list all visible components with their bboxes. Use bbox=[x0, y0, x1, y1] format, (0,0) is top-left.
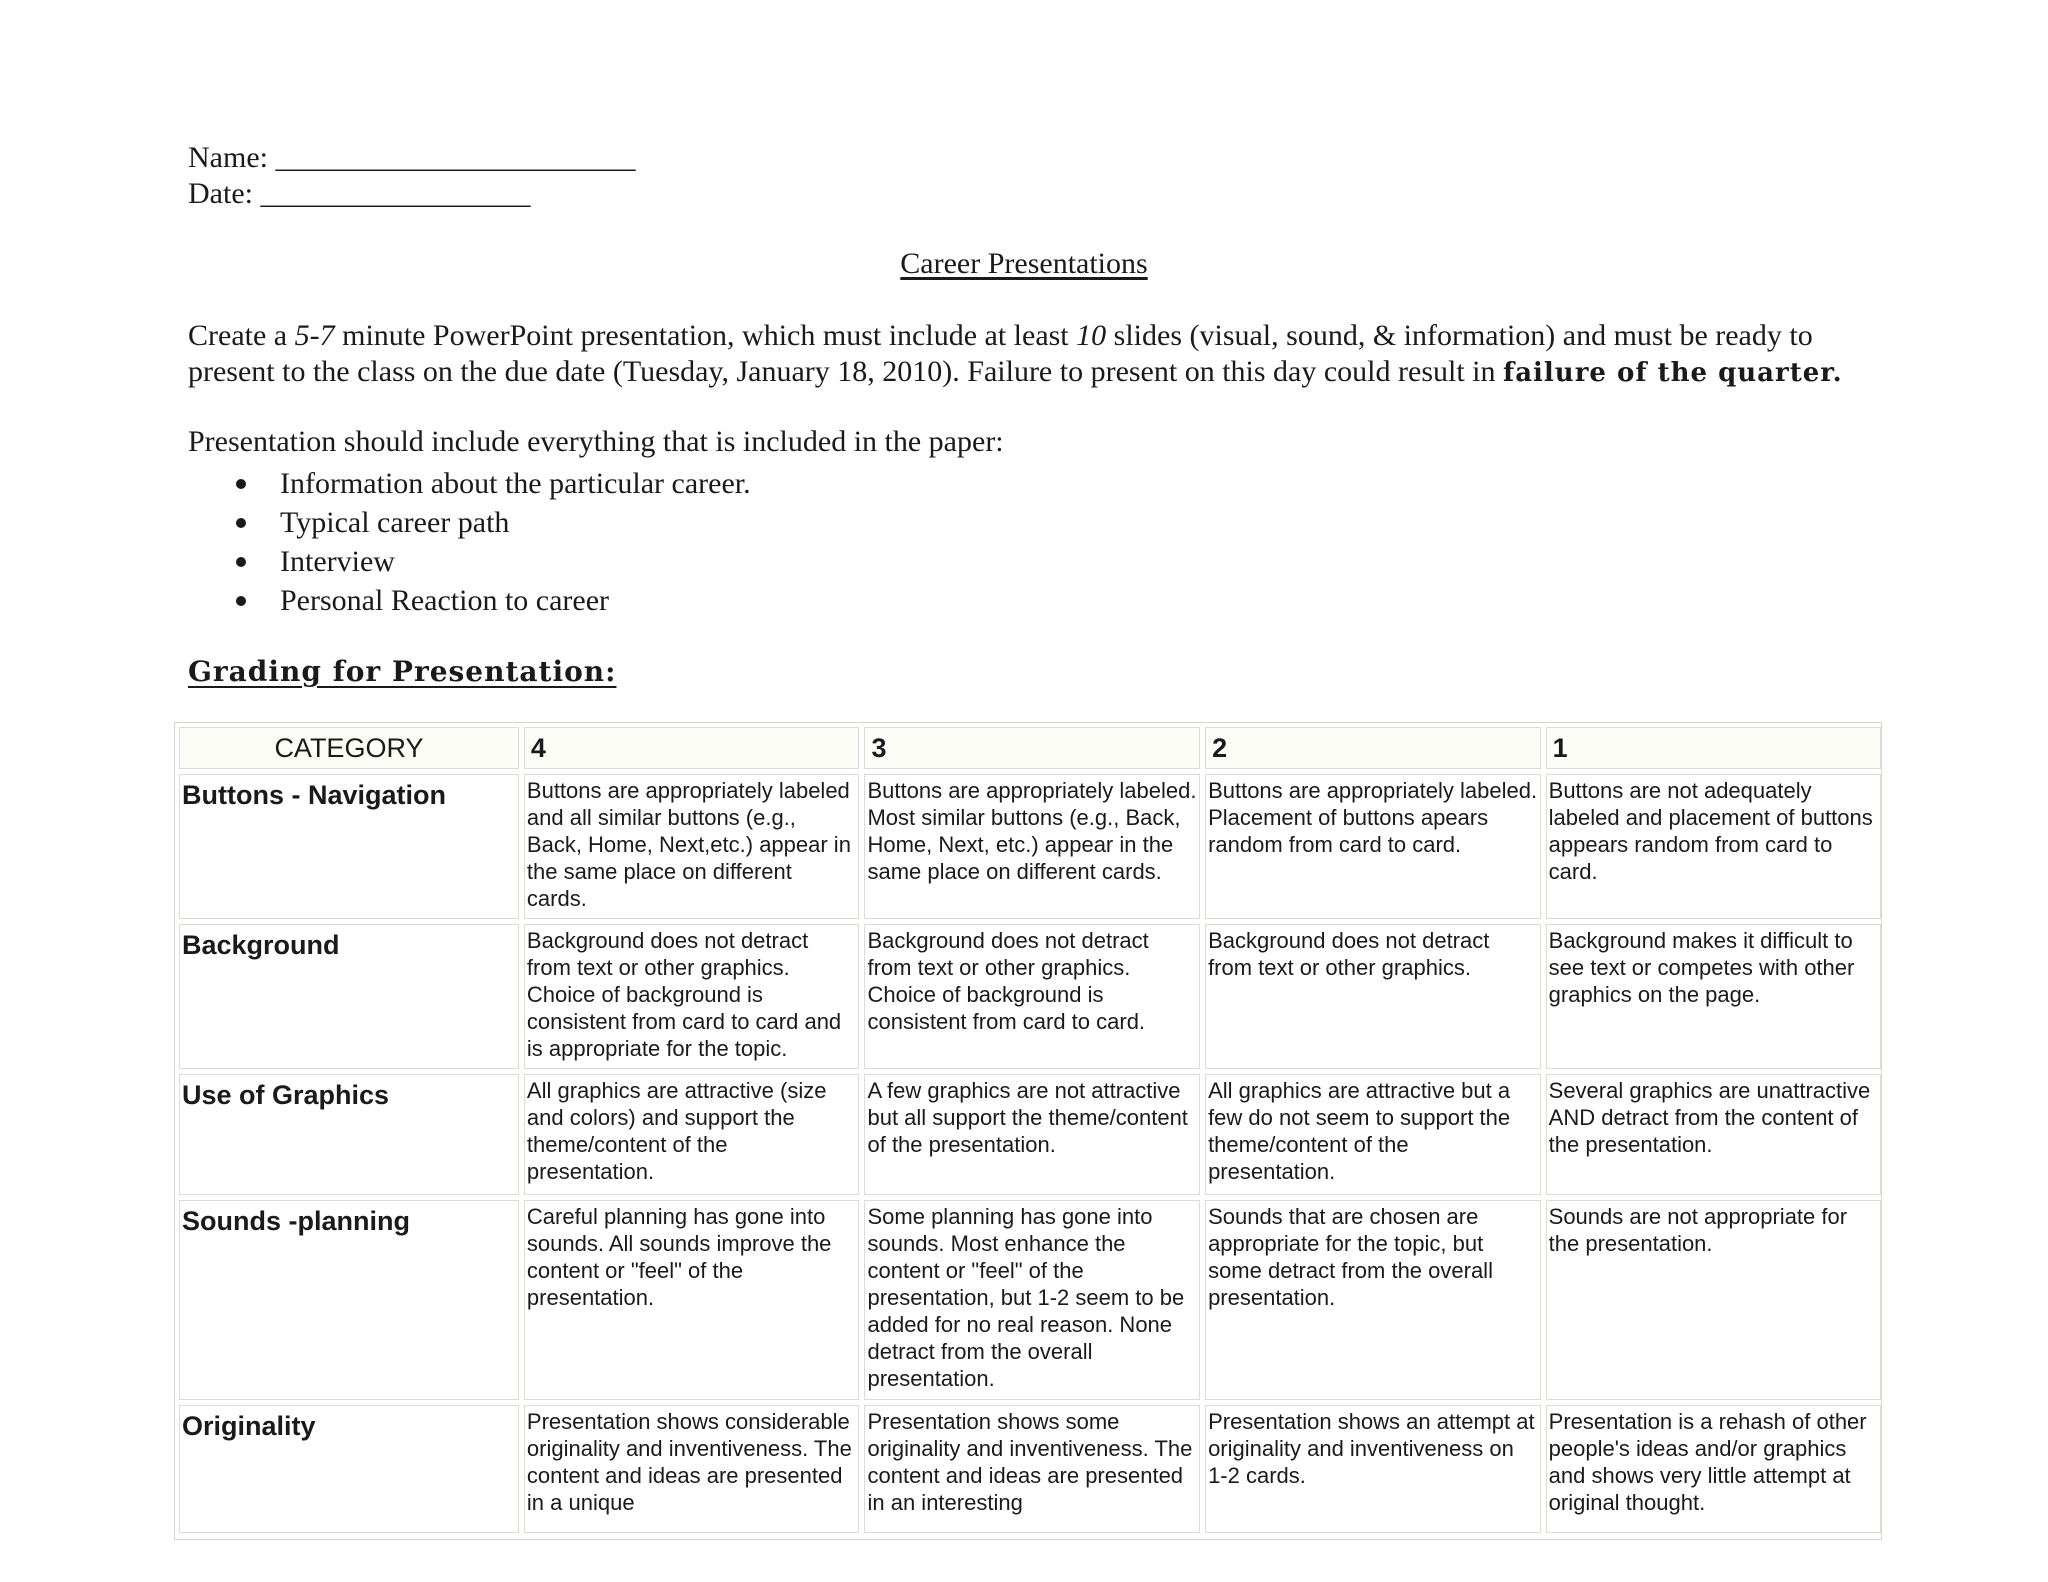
row-category: Background bbox=[179, 924, 519, 1069]
bullet-icon bbox=[236, 479, 246, 489]
intro-text-1: Create a bbox=[188, 319, 295, 352]
list-item-text: Information about the particular career. bbox=[280, 467, 751, 500]
intro-text-3: slides (visual, sound, & information) and must be ready to present to the class on the due date (Tuesday, January 18, 2010). Failure to present on this day could result in bbox=[188, 319, 1813, 388]
header-score-4: 4 bbox=[524, 727, 860, 769]
row-category: Buttons - Navigation bbox=[179, 774, 519, 919]
table-cell: Careful planning has gone into sounds. All sounds improve the content or "feel" of the presentation. bbox=[524, 1200, 860, 1400]
list-item-text: Interview bbox=[280, 545, 395, 578]
table-cell: Buttons are appropriately labeled. Most similar buttons (e.g., Back, Home, Next, etc.) appear in the same place on different cards. bbox=[864, 774, 1200, 919]
intro-paragraph bbox=[188, 318, 1888, 391]
bullet-icon bbox=[236, 557, 246, 567]
requirements-lead: Presentation should include everything that is included in the paper: bbox=[188, 425, 1004, 458]
table-row bbox=[179, 1405, 1881, 1533]
list-item bbox=[188, 503, 751, 542]
list-item-text: Personal Reaction to career bbox=[280, 584, 610, 617]
table-row bbox=[179, 924, 1881, 1069]
table-cell: Buttons are appropriately labeled. Placement of buttons apears random from card to card. bbox=[1205, 774, 1541, 919]
list-item-text: Typical career path bbox=[280, 506, 510, 539]
table-cell: Background does not detract from text or other graphics. Choice of background is consistent from card to card. bbox=[864, 924, 1200, 1069]
table-cell: Presentation shows considerable originality and inventiveness. The content and ideas are presented in a unique bbox=[524, 1405, 860, 1533]
date-field: Date: __________________ bbox=[188, 177, 531, 210]
intro-warning: failure of the quarter. bbox=[1503, 358, 1843, 388]
table-cell: Some planning has gone into sounds. Most enhance the content or "feel" of the presentation, but 1-2 seem to be added for no real reason. None detract from the overall presentation. bbox=[864, 1200, 1200, 1400]
table-cell: Buttons are not adequately labeled and placement of buttons appears random from card to card. bbox=[1546, 774, 1881, 919]
table-cell: All graphics are attractive but a few do not seem to support the theme/content of the presentation. bbox=[1205, 1074, 1541, 1195]
table-cell: Several graphics are unattractive AND detract from the content of the presentation. bbox=[1546, 1074, 1881, 1195]
row-category: Originality bbox=[179, 1405, 519, 1533]
row-category: Sounds -planning bbox=[179, 1200, 519, 1400]
table-cell: Background does not detract from text or other graphics. Choice of background is consistent from card to card and is appropriate for the topic. bbox=[524, 924, 860, 1069]
name-field: Name: ________________________ bbox=[188, 141, 636, 174]
grading-heading: Grading for Presentation: bbox=[188, 655, 617, 688]
table-cell: Background makes it difficult to see text or competes with other graphics on the page. bbox=[1546, 924, 1881, 1069]
table-row bbox=[179, 774, 1881, 919]
header-score-1: 1 bbox=[1546, 727, 1881, 769]
table-cell: A few graphics are not attractive but all support the theme/content of the presentation. bbox=[864, 1074, 1200, 1195]
rubric-table-frame bbox=[174, 722, 1882, 1540]
intro-text-2: minute PowerPoint presentation, which must include at least bbox=[334, 319, 1077, 352]
header-category: CATEGORY bbox=[179, 727, 519, 769]
table-row bbox=[179, 1200, 1881, 1400]
rubric-table bbox=[174, 722, 1882, 1538]
table-cell: All graphics are attractive (size and colors) and support the theme/content of the presentation. bbox=[524, 1074, 860, 1195]
table-cell: Presentation shows some originality and inventiveness. The content and ideas are presented in an interesting bbox=[864, 1405, 1200, 1533]
list-item bbox=[188, 581, 751, 620]
table-row bbox=[179, 1074, 1881, 1195]
row-category: Use of Graphics bbox=[179, 1074, 519, 1195]
table-cell: Presentation shows an attempt at originality and inventiveness on 1-2 cards. bbox=[1205, 1405, 1541, 1533]
document-title: Career Presentations bbox=[900, 247, 1148, 280]
table-header-row bbox=[179, 727, 1881, 769]
requirements-list bbox=[188, 464, 751, 620]
bullet-icon bbox=[236, 596, 246, 606]
table-cell: Sounds that are chosen are appropriate for the topic, but some detract from the overall presentation. bbox=[1205, 1200, 1541, 1400]
table-cell: Buttons are appropriately labeled and all similar buttons (e.g., Back, Home, Next,etc.) appear in the same place on different cards. bbox=[524, 774, 860, 919]
table-cell: Presentation is a rehash of other people's ideas and/or graphics and shows very little attempt at original thought. bbox=[1546, 1405, 1881, 1533]
list-item bbox=[188, 464, 751, 503]
table-cell: Background does not detract from text or other graphics. bbox=[1205, 924, 1541, 1069]
intro-minutes: 5-7 bbox=[294, 319, 335, 352]
table-cell: Sounds are not appropriate for the presentation. bbox=[1546, 1200, 1881, 1400]
bullet-icon bbox=[236, 518, 246, 528]
header-score-2: 2 bbox=[1205, 727, 1541, 769]
header-score-3: 3 bbox=[864, 727, 1200, 769]
intro-slides: 10 bbox=[1076, 319, 1107, 352]
list-item bbox=[188, 542, 751, 581]
